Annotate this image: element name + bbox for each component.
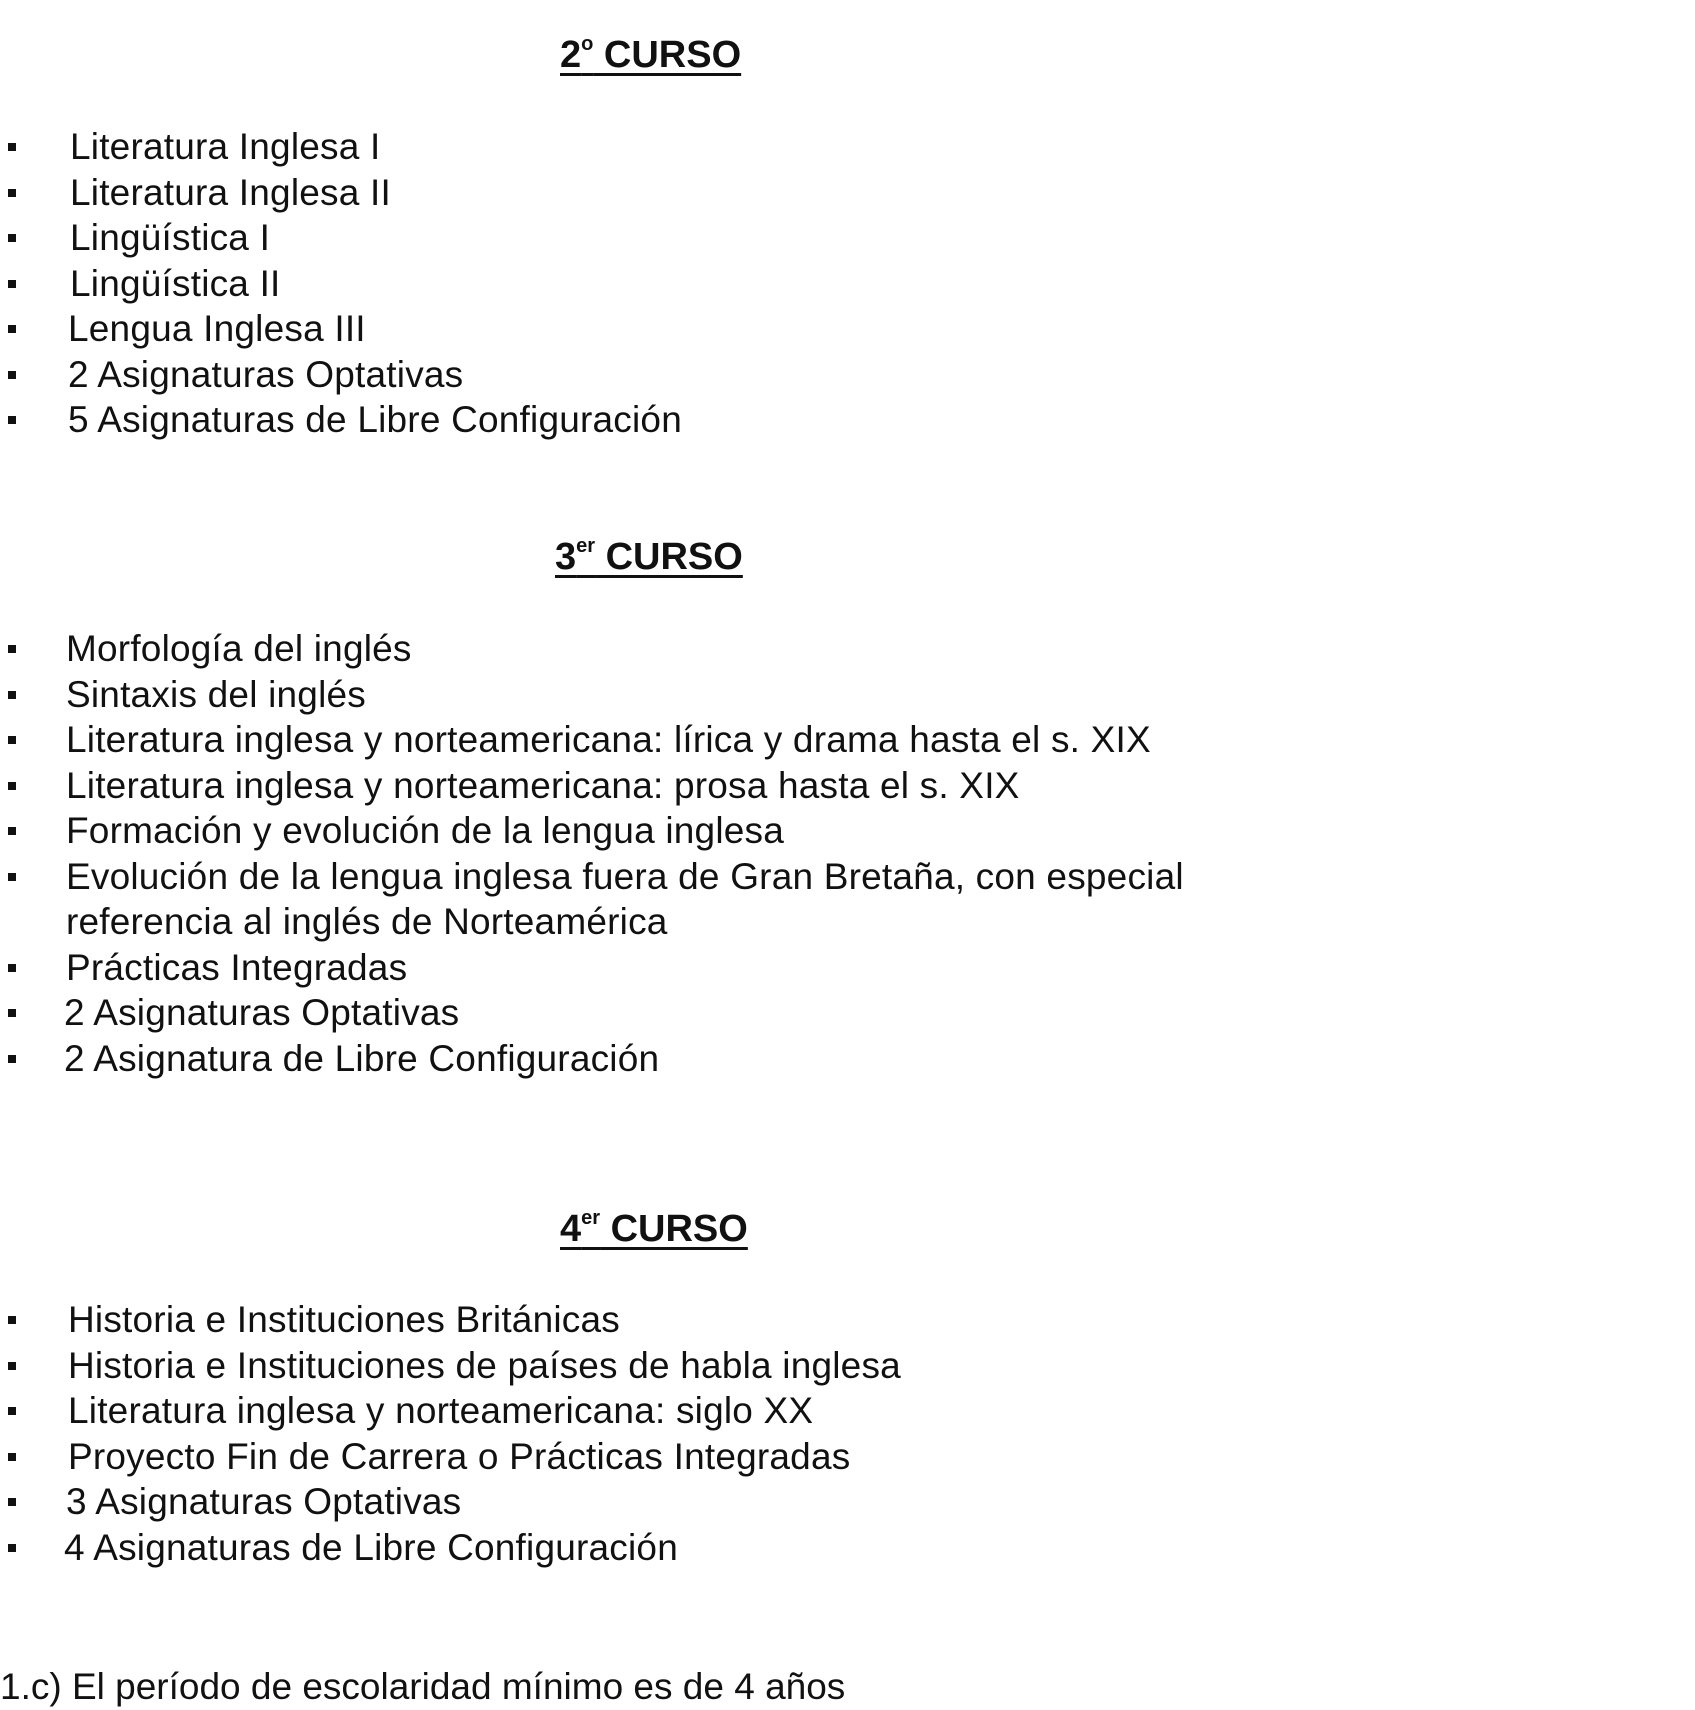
bullet-icon [8,1498,16,1506]
bullet-icon [8,782,16,790]
list-item: Literatura inglesa y norteamericana: siglo XX [0,1388,901,1434]
bullet-icon [8,1453,16,1461]
footer-paragraph: 1.c) El período de escolaridad mínimo es de 4 años [0,1666,846,1707]
heading-number: 3 [555,536,577,578]
bullet-icon [8,1055,16,1063]
heading-ordinal: er [576,535,596,557]
list-item: 2 Asignaturas Optativas [0,990,1286,1036]
bullet-icon [8,1544,16,1552]
bullet-icon [8,371,16,379]
list-item: Prácticas Integradas [0,945,1286,991]
section-heading-2 [560,33,742,76]
list-item: Morfología del inglés [0,626,1286,672]
heading-ordinal: o [581,33,594,55]
list-item: Sintaxis del inglés [0,672,1286,718]
course-list-3 [0,626,1286,1081]
list-item: 4 Asignaturas de Libre Configuración [0,1525,901,1571]
list-item: 3 Asignaturas Optativas [0,1479,901,1525]
bullet-icon [8,691,16,699]
bullet-icon [8,189,16,197]
section-heading-3 [555,535,743,578]
list-item: Lengua Inglesa III [0,306,682,352]
section-heading-4 [560,1207,748,1250]
list-item: 2 Asignatura de Libre Configuración [0,1036,1286,1082]
heading-label: CURSO [593,34,742,76]
bullet-icon [8,964,16,972]
list-item: Literatura inglesa y norteamericana: lírica y drama hasta el s. XIX [0,717,1286,763]
bullet-icon [8,234,16,242]
heading-number: 2 [560,34,582,76]
bullet-icon [8,1316,16,1324]
bullet-icon [8,1009,16,1017]
list-item: Historia e Instituciones de países de habla inglesa [0,1343,901,1389]
bullet-icon [8,416,16,424]
bullet-icon [8,873,16,881]
list-item: 5 Asignaturas de Libre Configuración [0,397,682,443]
list-item: Evolución de la lengua inglesa fuera de Gran Bretaña, con especial referencia al inglés de Norteamérica [0,854,1286,945]
heading-label: CURSO [595,536,743,578]
list-item: Formación y evolución de la lengua inglesa [0,808,1286,854]
heading-ordinal: er [581,1207,601,1229]
heading-label: CURSO [600,1208,748,1250]
list-item: Lingüística II [0,261,682,307]
bullet-icon [8,325,16,333]
bullet-icon [8,280,16,288]
bullet-icon [8,827,16,835]
list-item: Literatura inglesa y norteamericana: prosa hasta el s. XIX [0,763,1286,809]
course-list-2 [0,124,682,443]
list-item: Literatura Inglesa I [0,124,682,170]
bullet-icon [8,143,16,151]
heading-number: 4 [560,1208,582,1250]
course-list-4 [0,1297,901,1570]
bullet-icon [8,736,16,744]
bullet-icon [8,645,16,653]
bullet-icon [8,1362,16,1370]
list-item: Historia e Instituciones Británicas [0,1297,901,1343]
list-item: Lingüística I [0,215,682,261]
list-item: Literatura Inglesa II [0,170,682,216]
list-item: Proyecto Fin de Carrera o Prácticas Integradas [0,1434,901,1480]
list-item: 2 Asignaturas Optativas [0,352,682,398]
bullet-icon [8,1407,16,1415]
